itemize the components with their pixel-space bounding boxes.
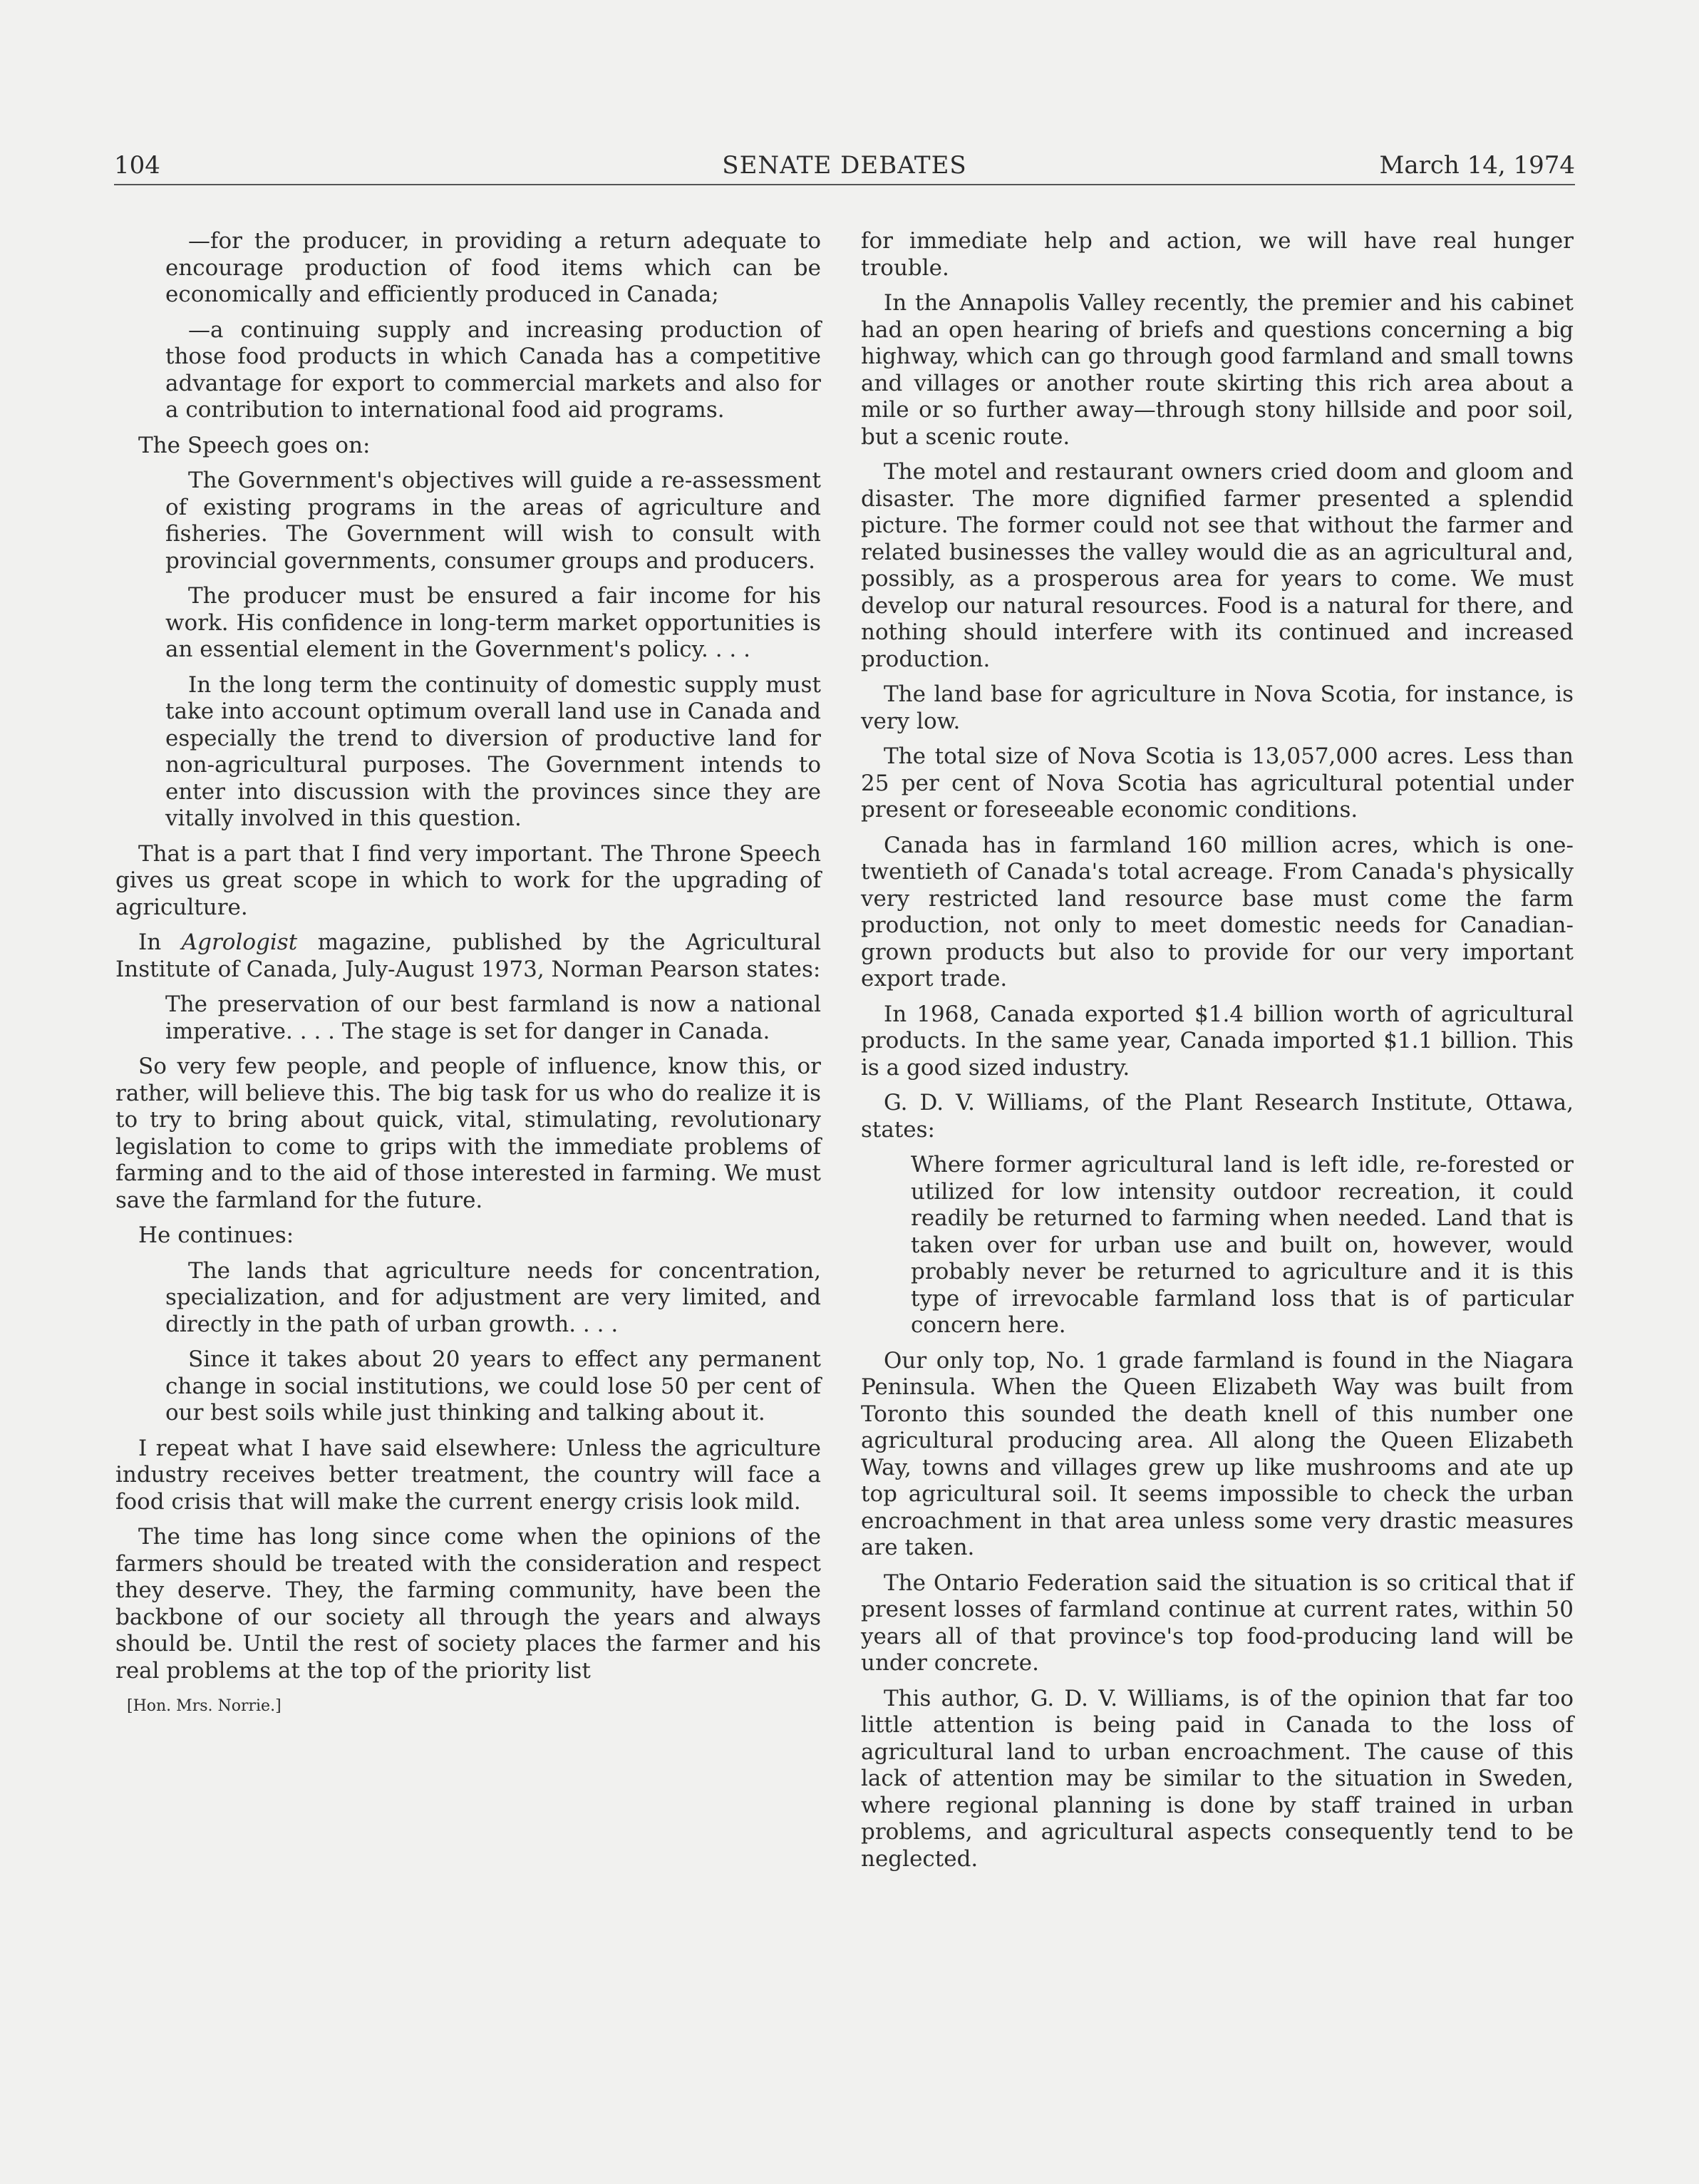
block-quote: Since it takes about 20 years to effect any permanent change in social institutions, we could lose 50 per cent of our best soils while just thinking and talking about it.	[165, 1346, 821, 1426]
paragraph	[115, 929, 821, 983]
paragraph: Canada has in farmland 160 million acres, which is one-twentieth of Canada's total acreage. From Canada's physically very restricted land resource base must come the farm production, not only to meet domestic needs for Canadian-grown products but also to provide for our very important export trade.	[861, 832, 1574, 991]
left-column	[115, 228, 821, 1717]
paragraph: Our only top, No. 1 grade farmland is found in the Niagara Peninsula. When the Queen Elizabeth Way was built from Toronto this sounded the death knell of this number one agricultural producing area. All along the Queen Elizabeth Way, towns and villages grew up like mushrooms and ate up top agricultural soil. It seems impossible to check the urban encroachment in that area unless some very drastic measures are taken.	[861, 1347, 1574, 1560]
paragraph: He continues:	[138, 1222, 294, 1248]
speech-quote-item: —for the producer, in providing a return adequate to encourage production of food items which can be economically and efficiently produced in Canada;	[165, 228, 821, 307]
paragraph: In the Annapolis Valley recently, the premier and his cabinet had an open hearing of briefs and questions concerning a big highway, which can go through good farmland and small towns and villages or another route skirting this rich area about a mile or so further away—through stony hillside and poor soil, but a scenic route.	[861, 290, 1574, 450]
paragraph: The time has long since come when the opinions of the farmers should be treated with the consideration and respect they deserve. They, the farming community, have been the backbone of our society all through the years and always should be. Until the rest of society places the farmer and his real problems at the top of the priority list	[115, 1524, 821, 1684]
paragraph: The total size of Nova Scotia is 13,057,000 acres. Less than 25 per cent of Nova Scotia has agricultural potential under present or foreseeable economic conditions.	[861, 743, 1574, 823]
speaker-note: [Hon. Mrs. Norrie.]	[127, 1697, 282, 1715]
paragraph: This author, G. D. V. Williams, is of the opinion that far too little attention is being paid in Canada to the loss of agricultural land to urban encroachment. The cause of this lack of attention may be similar to the situation in Sweden, where regional planning is done by staff trained in urban problems, and agricultural aspects consequently tend to be neglected.	[861, 1685, 1574, 1872]
speech-quote-item: —a continuing supply and increasing production of those food products in which Canada has a competitive advantage for export to commercial markets and also for a contribution to international food aid programs.	[165, 316, 821, 423]
text-run: In	[138, 929, 182, 955]
block-quote: The Government's objectives will guide a re-assessment of existing programs in the areas of agriculture and fisheries. The Government will wish to consult with provincial governments, consumer groups and producers.	[165, 468, 821, 574]
issue-date: March 14, 1974	[1379, 151, 1575, 180]
paragraph: So very few people, and people of influence, know this, or rather, will believe this. The big task for us who do realize it is to try to bring about quick, vital, stimulating, revolutionary legislation to come to grips with the immediate problems of farming and to the aid of those interested in farming. We must save the farmland for the future.	[115, 1054, 821, 1213]
block-quote: The producer must be ensured a fair income for his work. His confidence in long-term market opportunities is an essential element in the Government's policy. . . .	[165, 583, 821, 662]
paragraph: I repeat what I have said elsewhere: Unless the agriculture industry receives better treatment, the country will face a food crisis that will make the current energy crisis look mild.	[115, 1435, 821, 1515]
paragraph: The land base for agriculture in Nova Scotia, for instance, is very low.	[861, 681, 1574, 734]
paragraph: The motel and restaurant owners cried doom and gloom and disaster. The more dignified farmer presented a splendid picture. The former could not see that without the farmer and related businesses the valley would die as an agricultural and, possibly, as a prosperous area for years to come. We must develop our natural resources. Food is a natural for there, and nothing should interfere with its continued and increased production.	[861, 459, 1574, 672]
paragraph: G. D. V. Williams, of the Plant Research Institute, Ottawa, states:	[861, 1090, 1574, 1143]
paragraph: In 1968, Canada exported $1.4 billion worth of agricultural products. In the same year, Canada imported $1.1 billion. This is a good sized industry.	[861, 1001, 1574, 1081]
right-column	[861, 228, 1574, 1873]
block-quote: Where former agricultural land is left idle, re-forested or utilized for low intensity outdoor recreation, it could readily be returned to farming when needed. Land that is taken over for urban use and built on, however, would probably never be returned to agriculture and it is this type of irrevocable farmland loss that is of particular concern here.	[911, 1152, 1574, 1338]
paragraph: The Speech goes on:	[138, 432, 371, 458]
paragraph: The Ontario Federation said the situation is so critical that if present losses of farmland continue at current rates, within 50 years all of that province's top food-producing land will be under concrete.	[861, 1570, 1574, 1676]
page-number: 104	[114, 151, 160, 180]
paragraph: for immediate help and action, we will have real hunger trouble.	[861, 228, 1574, 281]
block-quote: The lands that agriculture needs for concentration, specialization, and for adjustment are very limited, and directly in the path of urban growth. . . .	[165, 1257, 821, 1337]
page-header	[114, 150, 1575, 185]
text-run: magazine, published by the Agricultural Institute of Canada, July-August 1973, Norman Pearson states:	[115, 929, 821, 982]
publication-title: SENATE DEBATES	[722, 151, 967, 180]
block-quote: In the long term the continuity of domestic supply must take into account optimum overall land use in Canada and especially the trend to diversion of productive land for non-agricultural purposes. The Government intends to enter into discussion with the provinces since they are vitally involved in this question.	[165, 671, 821, 831]
block-quote: The preservation of our best farmland is now a national imperative. . . . The stage is set for danger in Canada.	[165, 991, 821, 1044]
paragraph: That is a part that I find very important. The Throne Speech gives us great scope in which to work for the upgrading of agriculture.	[115, 840, 821, 920]
magazine-title: Agrologist	[181, 929, 298, 955]
